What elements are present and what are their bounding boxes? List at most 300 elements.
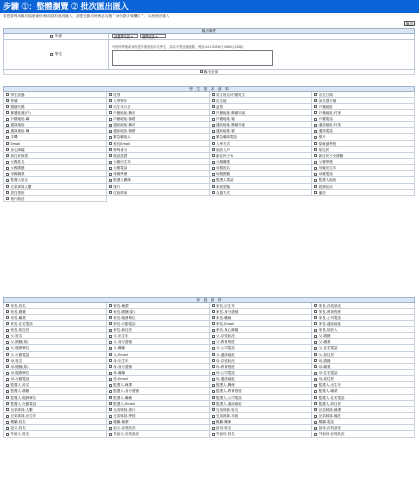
field-checkbox[interactable] xyxy=(109,427,112,430)
field-label: 兄弟姊妹-排行 xyxy=(113,407,136,412)
field-label: 通訊地址-縣市 xyxy=(113,123,136,128)
field-checkbox[interactable] xyxy=(314,161,317,164)
field-label: 父-住宅電話 xyxy=(318,346,338,351)
field-label: 戶籍地址-村里 xyxy=(318,110,342,115)
field-checkbox[interactable] xyxy=(6,304,9,307)
field-checkbox[interactable] xyxy=(212,173,215,176)
field-checkbox[interactable] xyxy=(212,304,215,307)
field-checkbox[interactable] xyxy=(314,130,317,133)
field-checkbox[interactable] xyxy=(109,148,112,151)
field-checkbox[interactable] xyxy=(6,310,9,313)
student-note: 可使用學號或身份證字號查詢多名學生，請以半型逗號區隔，例如:A123456(7,9ABCJ,0SDJ) xyxy=(112,44,244,49)
field-checkbox[interactable] xyxy=(109,329,112,332)
field-label: 家長-國籍(原) xyxy=(113,309,135,314)
field-checkbox[interactable] xyxy=(6,191,9,194)
field-label: 家長Email xyxy=(113,141,130,146)
field-checkbox[interactable] xyxy=(314,365,317,368)
field-checkbox[interactable] xyxy=(212,396,215,399)
field-label: 監護人-通訊地址 xyxy=(216,401,242,406)
field-label: 外祖父-姓名 xyxy=(10,432,30,437)
field-label: 郵遞區號(戶) xyxy=(10,110,31,115)
field-checkbox[interactable] xyxy=(212,372,215,375)
field-checkbox[interactable] xyxy=(109,433,112,436)
field-label: 學號 xyxy=(10,98,18,103)
field-checkbox[interactable] xyxy=(109,191,112,194)
field-checkbox[interactable] xyxy=(109,316,112,319)
field-checkbox[interactable] xyxy=(109,185,112,188)
field-label: 母-職業 xyxy=(318,364,331,369)
class-select[interactable]: 選擇班級 ▾ xyxy=(140,34,166,38)
field-checkbox[interactable] xyxy=(109,408,112,411)
year-select[interactable]: 請選擇年級 ▾ xyxy=(112,34,138,38)
field-checkbox[interactable] xyxy=(314,322,317,325)
field-label: 監護人-姓名 xyxy=(10,383,30,388)
field-label: 祖父-存歿狀況 xyxy=(113,426,136,431)
field-label: 住宿情形 xyxy=(113,190,128,195)
field-checkbox[interactable] xyxy=(314,378,317,381)
field-label: 出生地 xyxy=(216,98,227,103)
field-label: 母-服務單位 xyxy=(10,371,30,376)
field-checkbox[interactable] xyxy=(314,415,317,418)
student-input[interactable] xyxy=(112,50,273,66)
field-label: 家長-低收入 xyxy=(318,328,338,333)
field-checkbox[interactable] xyxy=(212,316,215,319)
field-checkbox[interactable] xyxy=(212,167,215,170)
field-checkbox[interactable] xyxy=(314,99,317,102)
field-checkbox[interactable] xyxy=(212,154,215,157)
student-label-cell xyxy=(4,40,109,69)
field-checkbox[interactable] xyxy=(109,322,112,325)
field-checkbox[interactable] xyxy=(314,167,317,170)
field-checkbox[interactable] xyxy=(109,341,112,344)
field-label: 戶籍地址-鄰 xyxy=(10,117,30,122)
field-checkbox[interactable] xyxy=(109,372,112,375)
field-checkbox[interactable] xyxy=(6,396,9,399)
field-label: Email xyxy=(10,141,21,146)
field-label: 血型 xyxy=(216,104,223,109)
field-checkbox[interactable] xyxy=(314,185,317,188)
field-label: 戶籍地址-鄉鎮市區 xyxy=(216,110,246,115)
field-checkbox[interactable] xyxy=(109,310,112,313)
field-checkbox[interactable] xyxy=(6,148,9,151)
field-label: 母-住宅電話 xyxy=(318,371,338,376)
field-checkbox[interactable] xyxy=(212,402,215,405)
field-checkbox[interactable] xyxy=(109,347,112,350)
field-label: 外祖父-存歿狀況 xyxy=(113,432,140,437)
field-checkbox[interactable] xyxy=(109,124,112,127)
field-checkbox[interactable] xyxy=(6,390,9,393)
field-checkbox[interactable] xyxy=(109,154,112,157)
field-checkbox[interactable] xyxy=(109,415,112,418)
field-checkbox[interactable] xyxy=(6,316,9,319)
field-label: 兄弟姊妹-年級 xyxy=(216,414,239,419)
field-checkbox[interactable] xyxy=(212,130,215,133)
field-checkbox[interactable] xyxy=(6,365,9,368)
field-label: 監護人-原住民 xyxy=(318,401,342,406)
field-checkbox[interactable] xyxy=(314,329,317,332)
field-label: 父親國籍 xyxy=(10,166,25,171)
field-checkbox[interactable] xyxy=(314,179,317,182)
field-label: 手機 xyxy=(10,135,18,140)
field-label: 母-通訊地址 xyxy=(216,377,235,382)
field-checkbox[interactable] xyxy=(212,415,215,418)
field-checkbox[interactable] xyxy=(212,347,215,350)
field-checkbox[interactable] xyxy=(314,191,317,194)
field-label: 家長-稱謂 xyxy=(113,303,129,308)
field-checkbox[interactable] xyxy=(314,353,317,356)
field-label: 家長-通訊地址 xyxy=(318,321,342,326)
field-label: 低收入戶 xyxy=(216,147,230,152)
export-button[interactable]: 匯出 xyxy=(404,21,415,26)
field-checkbox[interactable] xyxy=(109,161,112,164)
field-checkbox[interactable] xyxy=(6,329,9,332)
field-checkbox[interactable] xyxy=(212,191,215,194)
field-option[interactable] xyxy=(4,431,107,437)
field-label: 父親出生年 xyxy=(113,160,131,165)
field-label: 母-國籍(原) xyxy=(10,364,29,369)
field-checkbox[interactable] xyxy=(6,347,9,350)
field-checkbox[interactable] xyxy=(212,99,215,102)
field-label: 排行 xyxy=(113,184,121,189)
field-option[interactable] xyxy=(107,190,210,196)
field-label: 家長-出生年 xyxy=(216,303,235,308)
field-checkbox[interactable] xyxy=(314,118,317,121)
student-checkbox[interactable] xyxy=(50,53,53,56)
field-label: 母-姓名 xyxy=(10,358,23,363)
field-option[interactable] xyxy=(312,190,415,196)
field-checkbox[interactable] xyxy=(212,93,215,96)
field-label: 原就讀學校 xyxy=(318,141,337,146)
field-option[interactable] xyxy=(312,431,415,437)
field-label: 原住民族別 xyxy=(10,153,28,158)
field-checkbox[interactable] xyxy=(6,197,9,200)
field-label: 父親姓名 xyxy=(10,160,25,165)
field-checkbox[interactable] xyxy=(109,359,112,362)
year-select-value: 請選擇年級 xyxy=(114,35,130,40)
field-label: 身心障礙 xyxy=(10,147,25,152)
field-label: 父-Email xyxy=(113,352,128,357)
field-label: 戶籍地址-街路 xyxy=(113,117,136,122)
field-checkbox[interactable] xyxy=(109,390,112,393)
field-checkbox[interactable] xyxy=(6,179,9,182)
year-label-cell xyxy=(4,34,109,39)
field-label: 家長-職稱 xyxy=(216,315,232,320)
field-checkbox[interactable] xyxy=(212,329,215,332)
field-checkbox[interactable] xyxy=(314,402,317,405)
field-option[interactable] xyxy=(210,431,313,437)
field-label: 特殊身分 xyxy=(113,147,128,152)
field-checkbox[interactable] xyxy=(314,408,317,411)
field-checkbox[interactable] xyxy=(314,148,317,151)
field-label: 家長-職業 xyxy=(10,315,26,320)
field-label: 國籍代碼 xyxy=(10,104,25,109)
field-checkbox[interactable] xyxy=(6,353,9,356)
field-checkbox[interactable] xyxy=(212,322,215,325)
field-checkbox[interactable] xyxy=(314,93,317,96)
field-label: 監護人-關係 xyxy=(216,383,235,388)
field-label: 通訊電話 xyxy=(318,129,333,134)
field-label: 父親電話 xyxy=(113,166,128,171)
field-checkbox[interactable] xyxy=(212,384,215,387)
field-label: 通訊地址-鄉鎮市區 xyxy=(216,123,246,128)
field-checkbox[interactable] xyxy=(314,359,317,362)
field-label: 父-存歿狀況 xyxy=(216,334,235,339)
field-label: 母親國籍 xyxy=(216,172,230,177)
field-label: 監護人姓名 xyxy=(10,178,28,183)
field-label: 兄弟姊妹-稱謂 xyxy=(318,407,342,412)
field-label: 外祖母-姓名 xyxy=(216,432,235,437)
field-checkbox[interactable] xyxy=(212,142,215,145)
field-checkbox[interactable] xyxy=(314,316,317,319)
field-checkbox[interactable] xyxy=(6,341,9,344)
field-label: 家長-住宅電話 xyxy=(10,321,33,326)
field-checkbox[interactable] xyxy=(6,118,9,121)
page-title: 步驟 ➀：整體瀏覽 ➁ 批次匯出匯入 xyxy=(0,0,419,13)
field-checkbox[interactable] xyxy=(314,124,317,127)
field-label: 居住情形 xyxy=(10,190,25,195)
field-checkbox[interactable] xyxy=(109,421,112,424)
field-checkbox[interactable] xyxy=(212,408,215,411)
field-label: 親屬-電話 xyxy=(318,420,335,425)
field-checkbox[interactable] xyxy=(6,433,9,436)
field-label: 母親姓名 xyxy=(216,166,230,171)
field-label: 照片 xyxy=(318,135,326,140)
field-label: 監護人-職業 xyxy=(318,389,338,394)
field-checkbox[interactable] xyxy=(212,335,215,338)
field-checkbox[interactable] xyxy=(6,93,9,96)
field-checkbox[interactable] xyxy=(6,421,9,424)
field-label: 入學方式 xyxy=(216,141,230,146)
field-checkbox[interactable] xyxy=(6,130,9,133)
field-checkbox[interactable] xyxy=(314,341,317,344)
student-section-header: 學 生 基 本 資 料 xyxy=(3,86,415,92)
field-label: 母-出生年 xyxy=(113,358,129,363)
field-label: 家長-新住民 xyxy=(113,328,133,333)
field-checkbox[interactable] xyxy=(314,111,317,114)
student-row xyxy=(3,40,415,70)
field-label: 父-公司電話 xyxy=(216,346,235,351)
field-label: 性別 xyxy=(113,92,121,97)
field-label: 英文姓名/中國英文 xyxy=(216,92,246,97)
field-checkbox[interactable] xyxy=(6,322,9,325)
field-checkbox[interactable] xyxy=(314,384,317,387)
field-label: 緊急聯絡電話 xyxy=(216,135,237,140)
field-checkbox[interactable] xyxy=(212,148,215,151)
all-row xyxy=(3,70,415,75)
field-checkbox[interactable] xyxy=(6,167,9,170)
field-checkbox[interactable] xyxy=(109,105,112,108)
family-section-header: 家 庭 資 料 xyxy=(3,297,415,303)
field-checkbox[interactable] xyxy=(314,372,317,375)
field-checkbox[interactable] xyxy=(6,161,9,164)
field-checkbox[interactable] xyxy=(109,118,112,121)
field-checkbox[interactable] xyxy=(212,310,215,313)
field-checkbox[interactable] xyxy=(109,378,112,381)
field-checkbox[interactable] xyxy=(109,136,112,139)
class-select-value: 選擇班級 xyxy=(142,35,155,40)
field-checkbox[interactable] xyxy=(314,390,317,393)
field-checkbox[interactable] xyxy=(314,396,317,399)
field-label: 母-教育程度 xyxy=(216,364,235,369)
field-checkbox[interactable] xyxy=(212,359,215,362)
field-label: 監護人電話 xyxy=(216,178,234,183)
field-checkbox[interactable] xyxy=(6,185,9,188)
field-label: 監護人-Email xyxy=(113,401,135,406)
field-label: 交通方式 xyxy=(216,190,230,195)
field-label: 家庭型態 xyxy=(216,184,230,189)
year-label: 年級 xyxy=(54,33,63,38)
field-label: 監護人-教育程度 xyxy=(216,389,242,394)
field-label: 監護人-出生年 xyxy=(318,383,342,388)
field-label: 監護人關係 xyxy=(113,178,131,183)
field-checkbox[interactable] xyxy=(6,378,9,381)
field-checkbox[interactable] xyxy=(212,353,215,356)
field-label: 家長-原住民 xyxy=(10,328,30,333)
field-label: 戶籍電話 xyxy=(318,117,333,122)
field-checkbox[interactable] xyxy=(109,99,112,102)
field-checkbox[interactable] xyxy=(109,130,112,133)
field-checkbox[interactable] xyxy=(109,353,112,356)
field-label: 父-服務單位 xyxy=(10,346,30,351)
field-checkbox[interactable] xyxy=(6,427,9,430)
field-checkbox[interactable] xyxy=(314,154,317,157)
year-checkbox[interactable] xyxy=(50,35,53,38)
field-checkbox[interactable] xyxy=(212,390,215,393)
field-checkbox[interactable] xyxy=(212,124,215,127)
field-checkbox[interactable] xyxy=(212,433,215,436)
field-label: 監護人-身分證號 xyxy=(113,389,140,394)
field-checkbox[interactable] xyxy=(6,154,9,157)
field-label: 親屬-關係 xyxy=(216,420,232,425)
field-checkbox[interactable] xyxy=(109,365,112,368)
field-checkbox[interactable] xyxy=(109,384,112,387)
field-label: 父-國籍(原) xyxy=(10,340,29,345)
field-label: 父-原住民 xyxy=(318,352,335,357)
field-checkbox[interactable] xyxy=(6,335,9,338)
field-checkbox[interactable] xyxy=(6,142,9,145)
field-checkbox[interactable] xyxy=(314,347,317,350)
field-option[interactable] xyxy=(210,190,313,196)
field-label: 父親學歷 xyxy=(318,160,333,165)
field-checkbox[interactable] xyxy=(6,99,9,102)
field-label: 父-通訊地址 xyxy=(216,352,235,357)
field-label: 母親學歷 xyxy=(113,172,128,177)
field-checkbox[interactable] xyxy=(6,402,9,405)
field-label: 母-行動電話 xyxy=(10,377,30,382)
field-label: 母-公司電話 xyxy=(216,371,235,376)
field-checkbox[interactable] xyxy=(6,111,9,114)
field-checkbox[interactable] xyxy=(212,365,215,368)
field-option[interactable] xyxy=(107,431,210,437)
field-checkbox[interactable] xyxy=(109,167,112,170)
field-label: 家長-服務單位 xyxy=(113,315,136,320)
field-checkbox[interactable] xyxy=(6,124,9,127)
field-checkbox[interactable] xyxy=(6,415,9,418)
field-checkbox[interactable] xyxy=(212,161,215,164)
field-checkbox[interactable] xyxy=(6,173,9,176)
field-checkbox[interactable] xyxy=(314,433,317,436)
field-checkbox[interactable] xyxy=(6,136,9,139)
field-checkbox[interactable] xyxy=(109,179,112,182)
field-label: 母-國籍 xyxy=(318,358,331,363)
field-label: 出生年月日 xyxy=(113,104,131,109)
field-checkbox[interactable] xyxy=(212,341,215,344)
all-checkbox[interactable] xyxy=(200,70,203,73)
field-label: 母-Email xyxy=(113,377,128,382)
field-checkbox[interactable] xyxy=(109,335,112,338)
field-checkbox[interactable] xyxy=(212,111,215,114)
field-checkbox[interactable] xyxy=(109,93,112,96)
field-checkbox[interactable] xyxy=(314,427,317,430)
export-hint: 若您要利用匯出檔案備份/修改資料後再匯入，請您在匯出時務必勾選＂身份證字號欄位＂，以免無法匯入 xyxy=(3,14,170,18)
field-checkbox[interactable] xyxy=(109,396,112,399)
field-label: 父-職業 xyxy=(318,340,331,345)
field-label: 戶籍地址-號 xyxy=(216,117,235,122)
field-label: 監護人地址 xyxy=(318,178,337,183)
field-label: 身分證字號 xyxy=(318,98,337,103)
field-label: 父-行動電話 xyxy=(10,352,30,357)
field-label: 新住民子女國籍 xyxy=(318,153,344,158)
field-label: 父-姓名 xyxy=(10,334,23,339)
field-label: 監護人-國籍 xyxy=(10,389,30,394)
field-checkbox[interactable] xyxy=(212,427,215,430)
field-checkbox[interactable] xyxy=(109,173,112,176)
field-label: 祖母-姓名 xyxy=(216,426,232,431)
field-checkbox[interactable] xyxy=(6,408,9,411)
field-label: 戶籍地址-縣市 xyxy=(113,110,136,115)
field-checkbox[interactable] xyxy=(314,421,317,424)
field-label: 家長-姓名 xyxy=(10,303,26,308)
field-label: 母-身分證號 xyxy=(113,364,133,369)
field-label: 親屬-姓名 xyxy=(10,420,26,425)
field-label: 祖母-存歿狀況 xyxy=(318,426,342,431)
field-label: 通訊地址-村里 xyxy=(318,123,342,128)
field-checkbox[interactable] xyxy=(314,304,317,307)
field-checkbox[interactable] xyxy=(212,136,215,139)
field-label: 緊急聯絡人 xyxy=(113,135,131,140)
field-checkbox[interactable] xyxy=(109,304,112,307)
field-checkbox[interactable] xyxy=(6,359,9,362)
field-label: 監護人-稱謂 xyxy=(113,383,133,388)
field-checkbox[interactable] xyxy=(212,179,215,182)
field-checkbox[interactable] xyxy=(212,421,215,424)
field-label: 通訊地址 xyxy=(10,123,25,128)
field-checkbox[interactable] xyxy=(109,111,112,114)
field-label: 父-職稱 xyxy=(113,346,126,351)
field-checkbox[interactable] xyxy=(212,185,215,188)
field-checkbox[interactable] xyxy=(212,105,215,108)
field-checkbox[interactable] xyxy=(314,310,317,313)
field-checkbox[interactable] xyxy=(212,378,215,381)
student-field-grid xyxy=(3,92,415,203)
field-label: 母-職稱 xyxy=(113,371,126,376)
field-checkbox[interactable] xyxy=(109,402,112,405)
field-checkbox[interactable] xyxy=(6,384,9,387)
field-label: 父-國籍 xyxy=(318,334,331,339)
field-checkbox[interactable] xyxy=(314,136,317,139)
field-checkbox[interactable] xyxy=(109,142,112,145)
field-label: 兄弟姊妹人數 xyxy=(10,184,32,189)
field-checkbox[interactable] xyxy=(314,105,317,108)
field-checkbox[interactable] xyxy=(6,372,9,375)
field-label: 兄弟姊妹-出生年 xyxy=(10,414,37,419)
field-checkbox[interactable] xyxy=(314,142,317,145)
field-checkbox[interactable] xyxy=(314,173,317,176)
field-checkbox[interactable] xyxy=(212,118,215,121)
field-checkbox[interactable] xyxy=(314,335,317,338)
field-option[interactable] xyxy=(4,196,107,202)
field-checkbox[interactable] xyxy=(6,105,9,108)
